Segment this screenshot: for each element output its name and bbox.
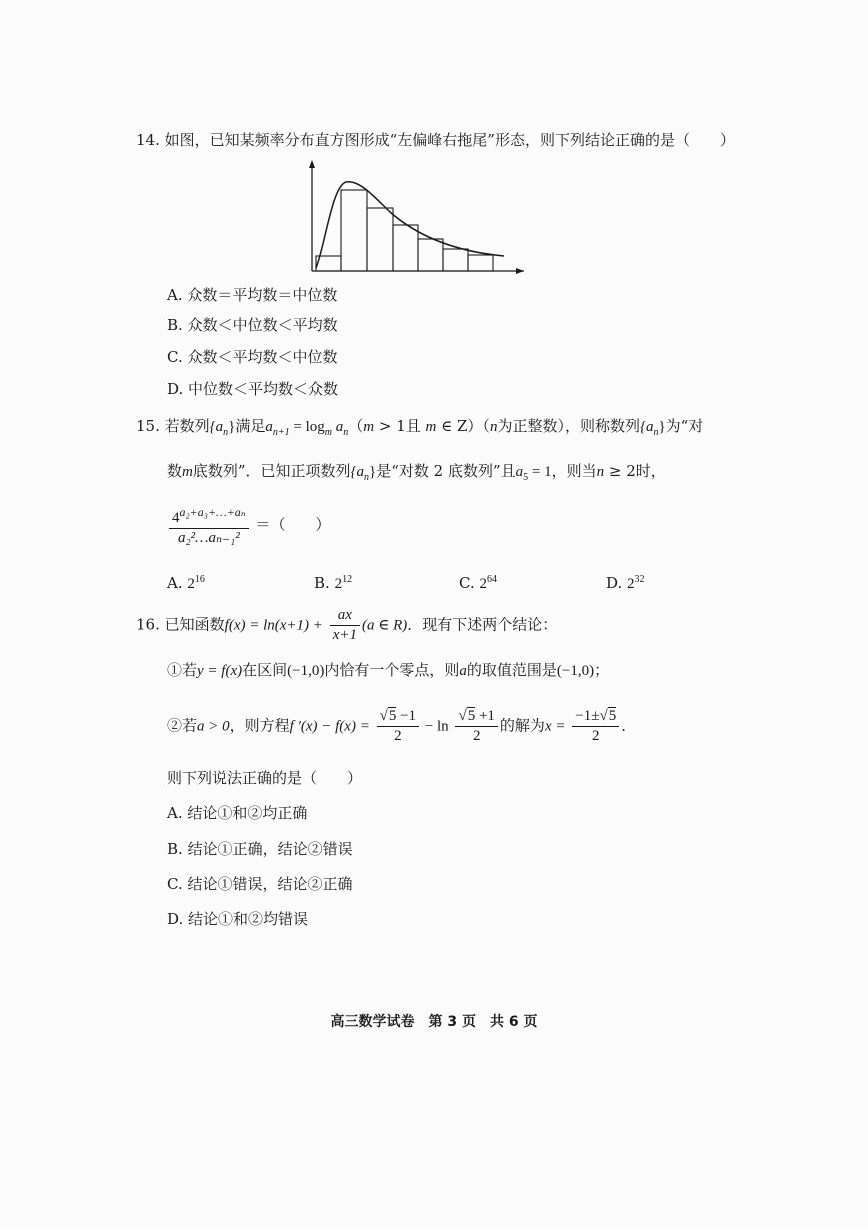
q16-option-a: A. 结论①和②均正确: [167, 804, 308, 822]
histogram-bar: [443, 249, 468, 271]
q16-option-c: C. 结论①错误，结论②正确: [167, 875, 353, 893]
q16-ask: 则下列说法正确的是（ ）: [167, 769, 363, 787]
histogram-bar: [468, 255, 493, 271]
q16-stem: 16. 已知函数f(x) = ln(x+1) + $\frac{ax}{x+1}$ (a ∈ R)．现有下述两个结论：: [136, 607, 558, 643]
q15-fraction: $\frac{4^{a_2+a_3+\dots+a_n}}{\text{a₂²…aₙ₋₁²}}$: [169, 503, 249, 548]
q16-option-d: D. 结论①和②均错误: [167, 910, 309, 928]
histogram-figure: [300, 156, 532, 278]
y-axis-arrow: [309, 160, 315, 168]
q15-option-b: B. $2^{12}$: [314, 574, 353, 592]
q15-option-c: C. $2^{64}$: [459, 574, 497, 592]
q14-number: 14.: [136, 131, 160, 149]
q15-option-a: A. $2^{16}$: [167, 574, 205, 592]
q16-option-b: B. 结论①正确，结论②错误: [167, 840, 353, 858]
histogram-bar: [393, 225, 418, 271]
q16-number: 16.: [136, 615, 160, 634]
q14-stem: [136, 130, 735, 150]
q14-option-c: C. 众数＜平均数＜中位数: [167, 348, 338, 366]
page-footer: 高三数学试卷 第 3 页 共 6 页: [330, 1014, 538, 1030]
q16-conclusion-2: ②若a > 0，则方程f ′(x) − f(x) = $\frac{√5 -1}{2}$ − ln $\frac{√5 +1}{2}$ 的解为x = $\frac{-1\pm√5}{2}$ ．: [167, 708, 637, 744]
q14-option-a: A. 众数＝平均数＝中位数: [167, 286, 338, 304]
x-axis-arrow: [516, 268, 524, 274]
q14-option-b: B. 众数＜中位数＜平均数: [167, 316, 338, 334]
q15-answer-blank: ＝（ ）: [255, 515, 331, 534]
q16-conclusion-1: ①若y = f(x)在区间(−1,0)内恰有一个零点，则a的取值范围是(−1,0)；: [167, 661, 610, 679]
q15-expression: [167, 503, 330, 548]
q14-option-d: D. 中位数＜平均数＜众数: [167, 380, 339, 398]
q15-line-1: 15. 若数列$\{a_n\}$满足$a_{n+1} = \log_m a_n(m > 1$且 m ∈ Z）（n为正整数），则称数列$\{a_n\}$为“对: [136, 417, 704, 438]
q15-number: 15.: [136, 417, 160, 435]
q15-option-d: D. $2^{32}$: [606, 574, 645, 592]
histogram-bar: [367, 208, 393, 271]
q14-stem-text: 如图，已知某频率分布直方图形成“左偏峰右拖尾”形态，则下列结论正确的是（ ）: [164, 131, 735, 149]
q15-line-2: 数m底数列”．已知正项数列$\{a_n\}$是“对数 2 底数列”且$a_5 = 1$，则当n ≥ 2时，: [167, 462, 666, 483]
histogram-bar: [418, 239, 443, 271]
histogram-bar: [341, 190, 367, 271]
